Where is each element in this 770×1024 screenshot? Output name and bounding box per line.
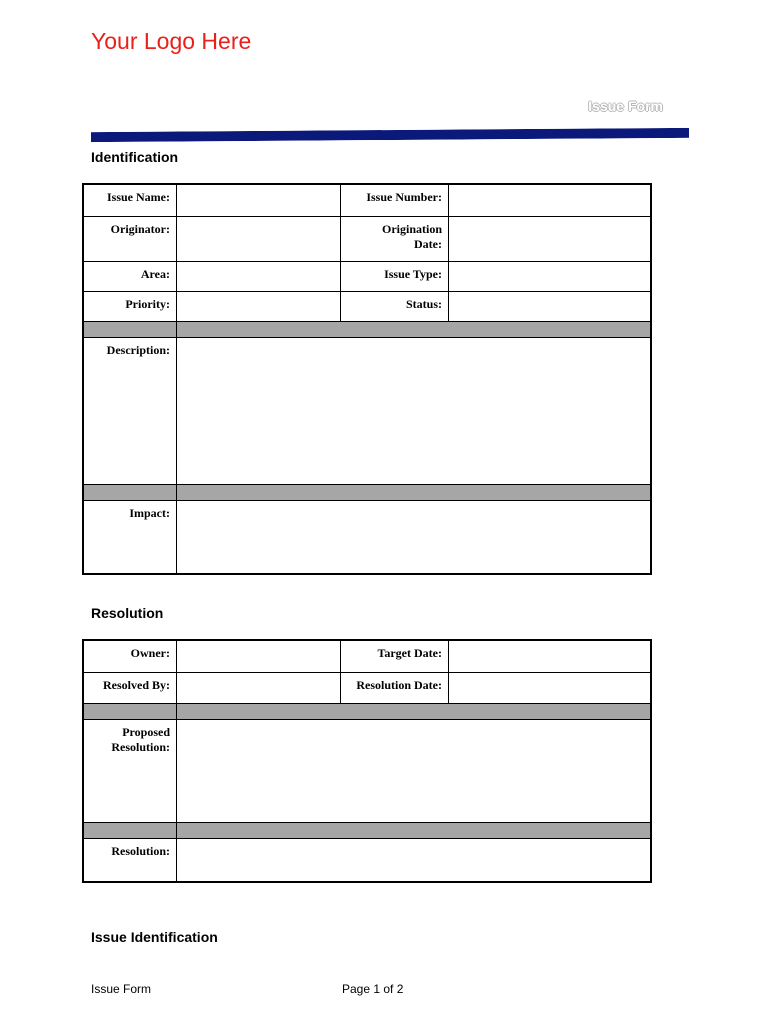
gray-separator [84, 484, 650, 500]
separator-cell [176, 322, 650, 337]
description-label: Description: [106, 343, 170, 357]
footer-page-number: Page 1 of 2 [342, 982, 404, 996]
gray-separator [84, 822, 650, 838]
resolution-date-label: Resolution Date: [340, 673, 448, 703]
resolution-field[interactable] [176, 839, 650, 881]
issue-number-label: Issue Number: [340, 185, 448, 216]
proposed-resolution-label: Proposed Resolution: [111, 725, 170, 754]
separator-cell [84, 485, 176, 500]
separator-cell [84, 322, 176, 337]
gray-separator [84, 321, 650, 337]
impact-label: Impact: [129, 506, 170, 520]
identification-heading: Identification [91, 149, 179, 165]
logo-placeholder: Your Logo Here [91, 28, 252, 54]
separator-cell [176, 485, 650, 500]
identification-form [82, 183, 652, 575]
identification-row-3 [84, 261, 650, 291]
separator-cell [84, 704, 176, 719]
description-row [84, 337, 650, 484]
issue-type-field[interactable] [448, 262, 650, 291]
resolved-by-label: Resolved By: [103, 678, 170, 692]
owner-label: Owner: [130, 646, 170, 660]
separator-cell [176, 823, 650, 838]
issue-type-label: Issue Type: [340, 262, 448, 291]
proposed-resolution-field[interactable] [176, 720, 650, 822]
identification-row-1 [84, 185, 650, 216]
issue-name-label: Issue Name: [107, 190, 170, 204]
resolution-form [82, 639, 652, 883]
resolution-row-1 [84, 641, 650, 672]
resolution-date-field[interactable] [448, 673, 650, 703]
gray-separator [84, 703, 650, 719]
separator-cell [84, 823, 176, 838]
target-date-field[interactable] [448, 641, 650, 672]
owner-field[interactable] [176, 641, 340, 672]
origination-date-field[interactable] [448, 217, 650, 261]
footer-document-name: Issue Form [91, 982, 152, 996]
issue-identification-heading: Issue Identification [91, 929, 218, 945]
originator-field[interactable] [176, 217, 340, 261]
document-title: Issue Form [588, 98, 663, 114]
proposed-resolution-row [84, 719, 650, 822]
status-field[interactable] [448, 292, 650, 321]
separator-cell [176, 704, 650, 719]
resolution-row-2 [84, 672, 650, 703]
target-date-label: Target Date: [340, 641, 448, 672]
priority-label: Priority: [125, 297, 170, 311]
impact-field[interactable] [176, 501, 650, 573]
description-field[interactable] [176, 338, 650, 484]
status-label: Status: [340, 292, 448, 321]
originator-label: Originator: [110, 222, 170, 236]
area-label: Area: [140, 267, 170, 281]
issue-name-field[interactable] [176, 185, 340, 216]
resolved-by-field[interactable] [176, 673, 340, 703]
issue-number-field[interactable] [448, 185, 650, 216]
resolution-label: Resolution: [111, 844, 170, 858]
priority-field[interactable] [176, 292, 340, 321]
identification-row-4 [84, 291, 650, 321]
resolution-text-row [84, 838, 650, 881]
impact-row [84, 500, 650, 573]
area-field[interactable] [176, 262, 340, 291]
identification-row-2 [84, 216, 650, 261]
resolution-heading: Resolution [91, 605, 164, 621]
header-divider-bar [91, 128, 689, 142]
origination-date-label: Origination Date: [340, 217, 448, 261]
